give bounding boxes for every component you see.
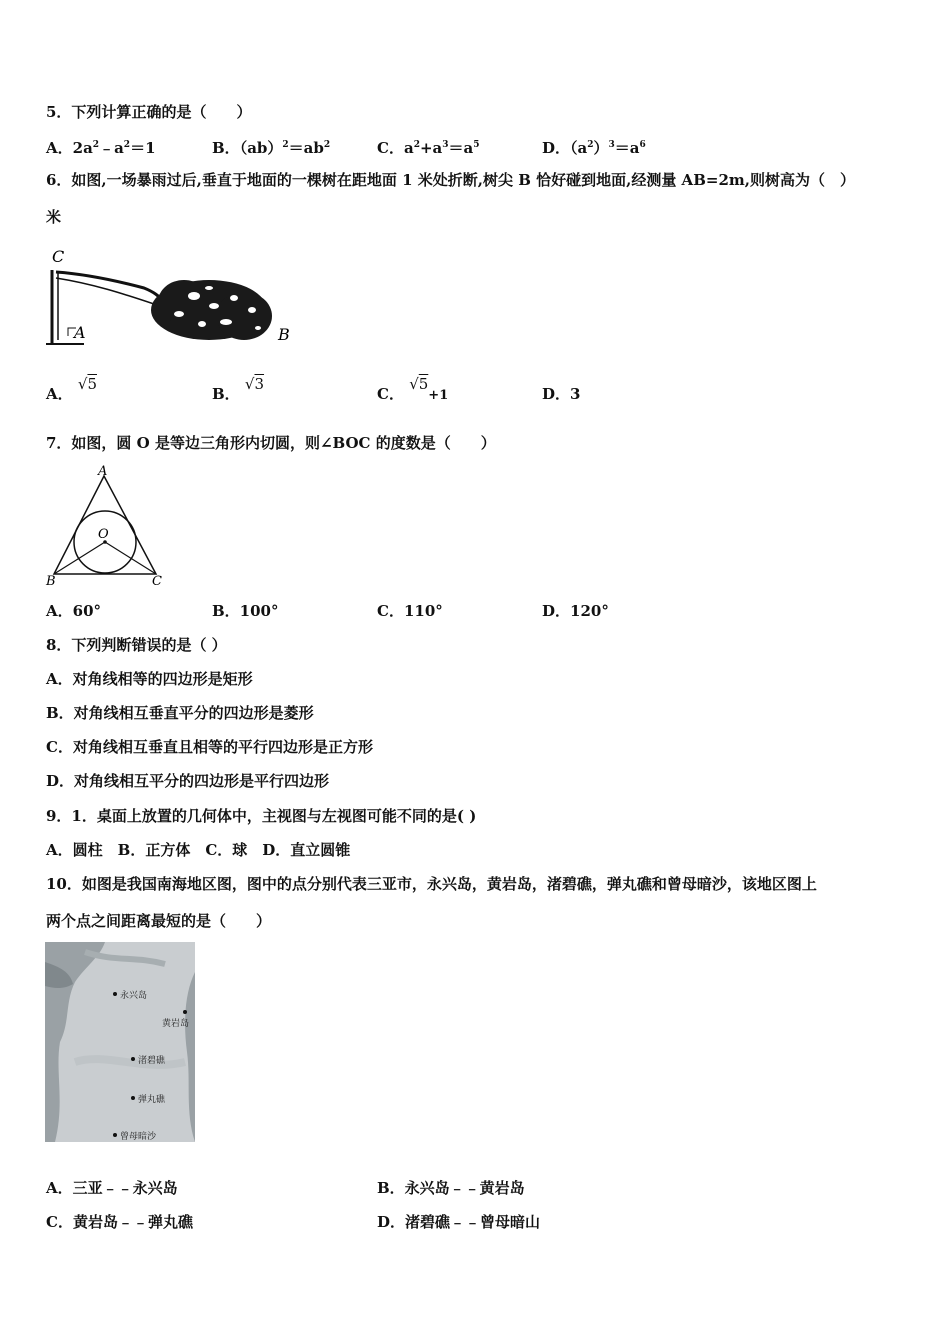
exponent: 2 — [587, 140, 594, 150]
q7-label-b: B — [46, 574, 56, 588]
exponent: 2 — [413, 140, 420, 150]
q8-option-a: A．对角线相等的四边形是矩形 — [46, 670, 253, 688]
q5-option-a — [46, 135, 156, 158]
q6-stem: 6．如图,一场暴雨过后,垂直于地面的一棵树在距地面 1 米处折断,树尖 B 恰好碰到地面,经测量 AB=2m,则树高为（ ） — [46, 171, 855, 189]
option-letter: A． — [46, 385, 73, 403]
expr-part: 2a — [72, 139, 93, 157]
q8-stem: 8．下列判断错误的是（ ） — [46, 636, 227, 654]
expr-part: ＝a — [448, 139, 474, 157]
q10-label-zengmu: 曾母暗沙 — [120, 1132, 157, 1142]
q8-option-b: B．对角线相互垂直平分的四边形是菱形 — [46, 704, 314, 722]
sqrt-expression: √5 — [77, 375, 97, 393]
q10-stem: 10．如图是我国南海地区图，图中的点分别代表三亚市，永兴岛，黄岩岛，渚碧礁，弹丸礁和曾母暗沙，该地区图上 — [46, 875, 817, 893]
q8-option-c: C．对角线相互垂直且相等的平行四边形是正方形 — [46, 738, 373, 756]
q10-point-zhubi — [131, 1057, 135, 1061]
q7-option-c: C．110° — [377, 602, 443, 620]
q10-stem-continued: 两个点之间距离最短的是（ ） — [46, 912, 272, 930]
q9-options: A．圆柱 B．正方体 C．球 D．直立圆锥 — [46, 841, 351, 859]
option-letter: D． — [542, 139, 571, 157]
radicand: 3 — [254, 375, 265, 393]
expr-part: a — [403, 139, 414, 157]
q10-point-danwan — [131, 1096, 135, 1100]
option-text: 3 — [570, 385, 581, 403]
q7-triangle — [54, 476, 156, 574]
sqrt-suffix: +1 — [428, 388, 449, 403]
q9-stem: 9．1．桌面上放置的几何体中，主视图与左视图可能不同的是( ) — [46, 807, 477, 825]
expr-part: +a — [419, 139, 443, 157]
q5-option-d — [542, 135, 646, 158]
exponent: 2 — [282, 140, 289, 150]
option-letter: B． — [212, 139, 240, 157]
q7-stem: 7．如图，圆 O 是等边三角形内切圆，则∠BOC 的度数是（ ） — [46, 434, 496, 452]
q5-stem: 5．下列计算正确的是（ ） — [46, 103, 252, 121]
q10-label-zhubi: 渚碧礁 — [138, 1056, 166, 1066]
exponent: 2 — [92, 140, 100, 150]
expr-part: ＝1 — [130, 139, 156, 157]
q6-label-b: B — [278, 325, 290, 344]
expr-part: ＝ab — [288, 139, 324, 157]
q7-label-o: O — [98, 527, 109, 542]
q6-option-c — [377, 375, 449, 406]
q10-south-china-sea-map — [45, 942, 195, 1142]
q7-option-b: B．100° — [212, 602, 279, 620]
sqrt-expression: √3 — [244, 375, 265, 393]
option-letter: C． — [377, 139, 404, 157]
q8-option-d: D．对角线相互平分的四边形是平行四边形 — [46, 772, 330, 790]
q10-label-yongxing: 永兴岛 — [120, 991, 148, 1001]
q6-option-a — [46, 375, 97, 404]
exponent: 2 — [323, 140, 331, 150]
q10-point-yongxing — [113, 992, 117, 996]
q7-label-a: A — [98, 464, 108, 479]
exponent: 6 — [639, 140, 646, 150]
option-letter: C． — [377, 385, 404, 403]
q6-fallen-branch — [56, 278, 154, 304]
q10-option-a: A．三亚﹣﹣永兴岛 — [46, 1179, 178, 1197]
q6-label-a: A — [74, 323, 86, 342]
expr-part: （ab） — [239, 139, 283, 157]
radicand: 5 — [87, 375, 97, 393]
q6-tree-crown — [151, 280, 272, 340]
exponent: 2 — [123, 140, 131, 150]
expr-part: （a — [570, 139, 588, 157]
q10-label-huangyan: 黄岩岛 — [162, 1019, 190, 1029]
exponent: 3 — [442, 140, 449, 150]
q6-label-c: C — [52, 247, 65, 266]
sqrt-expression: √5 — [409, 375, 429, 393]
option-letter: D． — [542, 385, 571, 403]
q7-option-d: D．120° — [542, 602, 609, 620]
expr-part: ＝a — [614, 139, 640, 157]
q5-option-b — [212, 135, 330, 158]
q7-label-c: C — [152, 574, 162, 588]
q10-option-c: C．黄岩岛﹣﹣弹丸礁 — [46, 1213, 193, 1231]
q6-option-d — [542, 384, 580, 404]
q7-triangle-incircle-figure — [44, 462, 168, 588]
q10-label-danwan: 弹丸礁 — [138, 1095, 166, 1105]
radicand: 5 — [418, 375, 429, 393]
q5-option-c — [377, 135, 480, 158]
option-letter: B． — [212, 385, 240, 403]
q6-stem-continued: 米 — [46, 208, 62, 226]
exponent: 3 — [608, 140, 615, 150]
q6-fallen-trunk — [56, 272, 164, 302]
q10-point-huangyan — [183, 1010, 187, 1014]
q6-option-b — [212, 375, 265, 404]
q10-point-zengmu — [113, 1133, 117, 1137]
expr-part: ﹣a — [99, 139, 124, 157]
exponent: 5 — [473, 140, 480, 150]
option-letter: A． — [46, 139, 73, 157]
q6-broken-tree-figure — [44, 244, 299, 350]
q10-option-b: B．永兴岛﹣﹣黄岩岛 — [377, 1179, 525, 1197]
expr-part: ） — [593, 139, 609, 157]
q7-option-a: A．60° — [46, 602, 102, 620]
q10-option-d: D．渚碧礁﹣﹣曾母暗山 — [377, 1213, 541, 1231]
